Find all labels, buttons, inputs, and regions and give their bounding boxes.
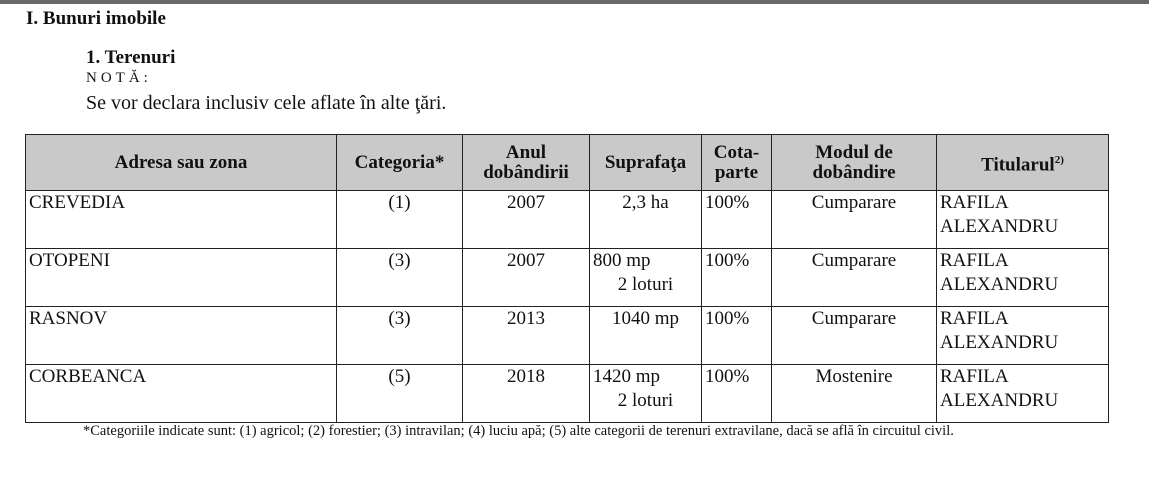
- header-titularul-footnote-mark: 2): [1054, 153, 1064, 166]
- subsection-title: 1. Terenuri: [86, 47, 176, 68]
- cell-adresa: RASNOV: [26, 307, 337, 365]
- header-suprafata: Suprafaţa: [590, 135, 702, 191]
- cell-anul: 2013: [463, 307, 590, 365]
- cell-categoria: (5): [337, 365, 463, 423]
- titular-line-2: ALEXANDRU: [940, 390, 1059, 411]
- header-titularul-label: Titularul: [981, 154, 1055, 176]
- cell-modul: Cumparare: [772, 307, 937, 365]
- cell-categoria: (3): [337, 249, 463, 307]
- cell-anul: 2018: [463, 365, 590, 423]
- table-header: [26, 135, 1109, 191]
- cell-titular: [937, 249, 1109, 307]
- cell-cota: 100%: [702, 365, 772, 423]
- header-categoria: Categoria*: [337, 135, 463, 191]
- table-row: [26, 249, 1109, 307]
- cell-suprafata: [590, 307, 702, 365]
- cell-adresa: CREVEDIA: [26, 191, 337, 249]
- cell-suprafata: [590, 191, 702, 249]
- cell-modul: Cumparare: [772, 249, 937, 307]
- cell-cota: 100%: [702, 249, 772, 307]
- table-row: [26, 191, 1109, 249]
- cell-anul: 2007: [463, 249, 590, 307]
- header-modul: Modul de dobândire: [772, 135, 937, 191]
- table-row: [26, 365, 1109, 423]
- header-adresa: Adresa sau zona: [26, 135, 337, 191]
- titular-line-1: RAFILA: [940, 308, 1009, 329]
- suprafata-line-1: 2,3 ha: [622, 192, 669, 213]
- cell-titular: [937, 365, 1109, 423]
- cell-anul: 2007: [463, 191, 590, 249]
- suprafata-line-2: 2 loturi: [617, 390, 674, 411]
- cell-modul: Mostenire: [772, 365, 937, 423]
- top-divider: [0, 0, 1149, 4]
- cell-titular: [937, 191, 1109, 249]
- cell-suprafata: [590, 365, 702, 423]
- suprafata-line-1: 1040 mp: [611, 308, 680, 329]
- cell-categoria: (3): [337, 307, 463, 365]
- titular-line-2: ALEXANDRU: [940, 216, 1059, 237]
- cell-categoria: (1): [337, 191, 463, 249]
- suprafata-line-1: 800 mp: [593, 250, 651, 271]
- titular-line-2: ALEXANDRU: [940, 332, 1059, 353]
- cell-cota: 100%: [702, 307, 772, 365]
- cell-modul: Cumparare: [772, 191, 937, 249]
- table-row: [26, 307, 1109, 365]
- cell-titular: [937, 307, 1109, 365]
- cell-adresa: OTOPENI: [26, 249, 337, 307]
- note-label: NOTĂ:: [86, 70, 152, 86]
- cell-adresa: CORBEANCA: [26, 365, 337, 423]
- land-table: [25, 134, 1109, 423]
- cell-cota: 100%: [702, 191, 772, 249]
- suprafata-line-1: 1420 mp: [593, 366, 661, 387]
- titular-line-1: RAFILA: [940, 250, 1009, 271]
- cell-suprafata: [590, 249, 702, 307]
- category-footnote: *Categoriile indicate sunt: (1) agricol; (2) forestier; (3) intravilan; (4) luciu apă; (5) alte categorii de terenuri extravilane, dacă se află în circuitul civil.: [83, 423, 954, 439]
- note-text: Se vor declara inclusiv cele aflate în alte ţări.: [86, 92, 447, 114]
- suprafata-line-2: 2 loturi: [617, 274, 674, 295]
- header-titularul: [937, 135, 1109, 191]
- titular-line-1: RAFILA: [940, 192, 1009, 213]
- header-cota: Cota-parte: [702, 135, 772, 191]
- titular-line-1: RAFILA: [940, 366, 1009, 387]
- header-anul: Anul dobândirii: [463, 135, 590, 191]
- section-title: I. Bunuri imobile: [26, 8, 166, 29]
- titular-line-2: ALEXANDRU: [940, 274, 1059, 295]
